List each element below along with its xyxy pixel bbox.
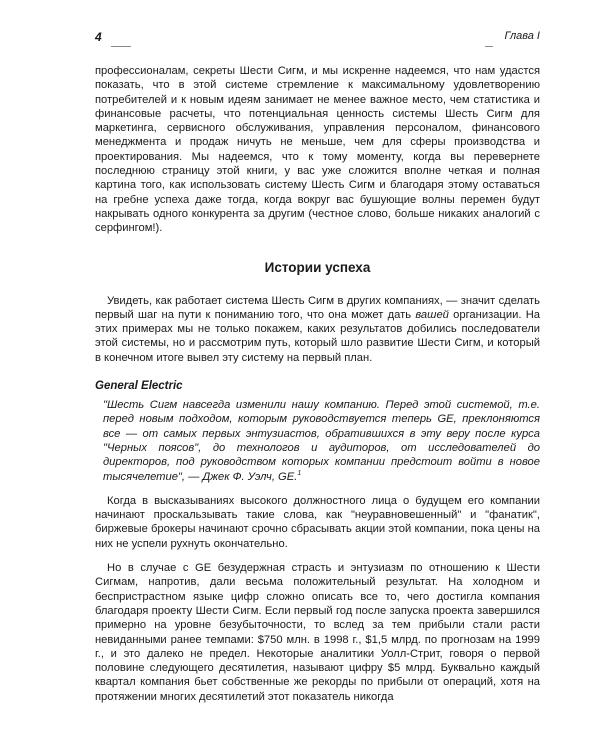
intro-paragraph: профессионалам, секреты Шести Сигм, и мы искренне надеемся, что нам удастся показать, что в этой системе стремление к максимальному удовлетворению потребителей и к новым идеям занимает не менее важное место, чем статистика и финансовые расчеты, что потенциальная ценность системы Шесть Сигм для маркетинга, сервисного обслуживания, управления персоналом, финансового менеджмента и продаж ничуть не меньше, чем для сферы производства и проектирования. Мы надеемся, что к тому моменту, когда вы перевернете последнюю страницу этой книги, у вас уже сложится вполне четкая и полная картина того, как использовать систему Шесть Сигм и благодаря этому оставаться на гребне успеха даже тогда, когда вокруг вас бушующие волны перемен будут накрывать одного конкурента за другим (честное слово, больше никаких аналогий с серфингом!). — [95, 65, 540, 235]
page-header — [95, 30, 540, 52]
ge-paragraph-2: Но в случае с GE безудержная страсть и энтузиазм по отношению к Шести Сигмам, напротив, дали весьма положительный результат. На холодном и беспристрастном языке цифр сложно описать все то, чего достигла компания благодаря проекту Шести Сигм. Если первый год после запуска проекта завершился примерно на уровне безубыточности, то вслед за тем прибыли стали расти невиданными ранее темпами: $750 млн. в 1998 г., $1,5 млрд. по прогнозам на 1999 г., и это далеко не предел. Некоторые аналитики Уолл-Стрит, говоря о первой половине следующего десятилетия, называют цифру $5 млрд. Буквально каждый квартал компания бьет собственные же рекорды по прибыли от операций, хотя на протяжении многих десятилетий этот показатель никогда — [95, 562, 540, 703]
company-heading: General Electric — [95, 380, 183, 393]
footnote-mark: 1 — [297, 469, 302, 477]
section-heading: Истории успеха — [264, 259, 371, 275]
welch-quote — [95, 398, 540, 484]
quote-text: "Шесть Сигм навсегда изменили нашу компанию. Перед этой системой, т.е. перед новым подходом, которым руководствуется теперь GE, преклоняются все — от самых первых энтузиастов, обратившихся в эту веру после курса "Черных поясов", до технологов и аудиторов, от исследователей до директоров, под руководством которых компании предстоит войти в новое тысячелетие", — Джек Ф. Уэлч, GE. — [103, 399, 540, 483]
section-intro-paragraph — [95, 294, 540, 365]
section-intro-text-end: организации. На этих примерах мы не только покажем, каких результатов добились последователи этой системы, но и рассмотрим путь, который шло развитие Шести Сигм, и который в конечном итоге вывел эту систему на первый план. — [95, 308, 540, 364]
header-rule — [111, 46, 131, 47]
section-intro-text: Увидеть, как работает система Шесть Сигм в других компаниях, — значит сделать первый шаг на пути к пониманию того, что она может дать — [95, 294, 540, 321]
page-body — [95, 64, 540, 704]
header-rule — [485, 46, 493, 47]
chapter-title: Глава I — [504, 30, 540, 42]
emphasis-text: вашей — [415, 308, 449, 321]
page-number: 4 — [95, 30, 102, 44]
ge-paragraph-1: Когда в высказываниях высокого должностного лица о будущем его компании начинают проскальзывать такие слова, как "неуравновешенный" и "фанатик", биржевые брокеры начинают срочно сбрасывать акции этой компании, пока цены на них не успели рухнуть окончательно. — [95, 494, 540, 550]
